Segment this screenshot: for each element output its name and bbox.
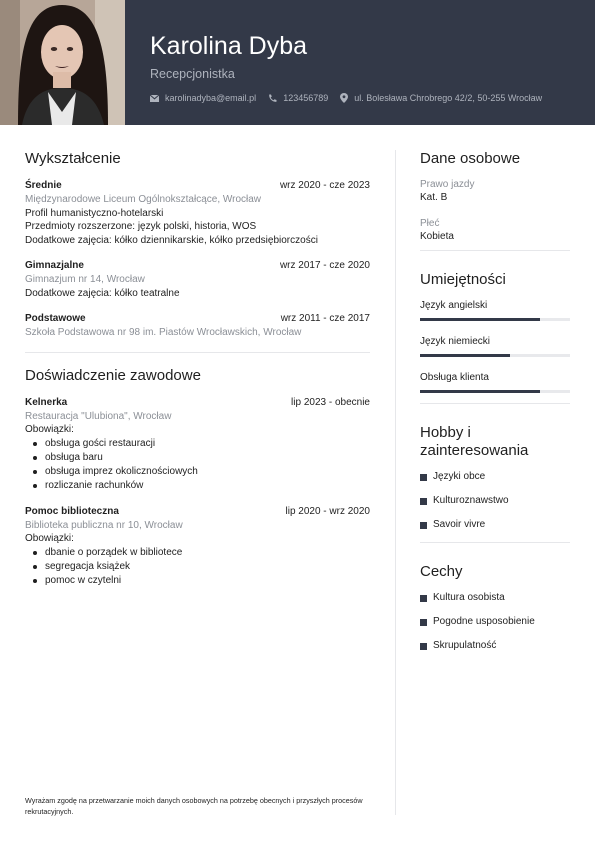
hobby-item xyxy=(420,470,570,484)
duties-label: Obowiązki: xyxy=(25,533,74,544)
education-dates: wrz 2011 - cze 2017 xyxy=(280,313,370,324)
profile-photo xyxy=(0,0,125,125)
job-position: Pomoc biblioteczna xyxy=(25,505,119,517)
square-bullet-icon xyxy=(420,595,427,602)
job-dates: lip 2023 - obecnie xyxy=(291,396,370,408)
section-divider xyxy=(420,403,570,404)
skills-heading: Umiejętności xyxy=(420,271,506,288)
section-divider xyxy=(420,250,570,251)
hobby-text: Języki obce xyxy=(433,471,486,482)
education-school: Międzynarodowe Liceum Ogólnokształcące, Wrocław xyxy=(25,194,262,205)
skill-bar xyxy=(420,318,570,321)
candidate-name: Karolina Dyba xyxy=(150,32,308,60)
hobby-text: Savoir vivre xyxy=(433,519,486,530)
skill-bar xyxy=(420,390,570,393)
personal-heading: Dane osobowe xyxy=(420,150,521,167)
map-pin-icon xyxy=(340,93,348,103)
traits-heading: Cechy xyxy=(420,563,463,580)
skill-bar-fill xyxy=(420,318,540,321)
skill-bar xyxy=(420,354,570,357)
education-entry xyxy=(25,312,370,340)
education-dates: wrz 2017 - cze 2020 xyxy=(279,260,370,271)
hobby-item xyxy=(420,518,570,532)
education-level: Gimnazjalne xyxy=(25,260,84,271)
contact-phone[interactable] xyxy=(268,93,328,103)
trait-text: Kultura osobista xyxy=(433,592,505,603)
education-dates: wrz 2020 - cze 2023 xyxy=(279,180,370,191)
trait-item xyxy=(420,639,570,653)
skill-bar-fill xyxy=(420,354,510,357)
trait-item xyxy=(420,591,570,605)
contact-email[interactable] xyxy=(150,93,256,103)
education-heading: Wykształcenie xyxy=(25,150,121,167)
phone-icon xyxy=(268,94,277,103)
job-company: Restauracja "Ulubiona", Wrocław xyxy=(25,410,172,422)
square-bullet-icon xyxy=(420,643,427,650)
duty-item: obsługa baru xyxy=(45,451,370,465)
skill-name: Język niemiecki xyxy=(420,336,491,347)
experience-entry xyxy=(25,396,370,493)
section-divider xyxy=(25,352,370,353)
trait-text: Pogodne usposobienie xyxy=(433,616,535,627)
left-column xyxy=(25,150,370,600)
education-entry xyxy=(25,179,370,247)
duty-item: obsługa imprez okolicznościowych xyxy=(45,465,370,479)
header-band xyxy=(0,0,595,125)
address-text: ul. Bolesława Chrobrego 42/2, 50-255 Wrocław xyxy=(354,93,543,103)
duty-item: dbanie o porządek w bibliotece xyxy=(45,546,370,560)
square-bullet-icon xyxy=(420,498,427,505)
job-dates: lip 2020 - wrz 2020 xyxy=(285,505,370,517)
duties-list xyxy=(25,437,370,493)
phone-text: 123456789 xyxy=(283,93,329,103)
duty-item: pomoc w czytelni xyxy=(45,574,370,588)
contact-row xyxy=(150,93,554,103)
license-value: Kat. B xyxy=(420,192,448,203)
section-divider xyxy=(420,542,570,543)
job-company: Biblioteka publiczna nr 10, Wrocław xyxy=(25,519,183,531)
skill-item xyxy=(420,371,570,393)
duty-item: segregacja książek xyxy=(45,560,370,574)
gender-label: Płeć xyxy=(420,218,440,229)
duty-item: rozliczanie rachunków xyxy=(45,479,370,493)
education-school: Szkoła Podstawowa nr 98 im. Piastów Wrocławskich, Wrocław xyxy=(25,327,302,338)
education-school: Gimnazjum nr 14, Wrocław xyxy=(25,274,145,285)
education-entry xyxy=(25,259,370,300)
square-bullet-icon xyxy=(420,522,427,529)
education-level: Średnie xyxy=(25,180,62,191)
trait-text: Skrupulatność xyxy=(433,640,497,651)
trait-item xyxy=(420,615,570,629)
hobbies-heading xyxy=(420,424,570,460)
education-detail: Dodatkowe zajęcia: kółko teatralne xyxy=(25,287,180,299)
skill-name: Obsługa klienta xyxy=(420,372,489,383)
hobbies-heading-line: Hobby i xyxy=(420,424,471,441)
email-text: karolinadyba@email.pl xyxy=(165,93,257,103)
gdpr-consent: Wyrażam zgodę na przetwarzanie moich danych osobowych na potrzebę obecnych i przyszłych procesów rekrutacyjnych. xyxy=(25,796,363,816)
license-label: Prawo jazdy xyxy=(420,179,475,190)
skill-name: Język angielski xyxy=(420,300,488,311)
envelope-icon xyxy=(150,95,159,102)
candidate-role: Recepcjonistka xyxy=(150,67,235,81)
column-divider xyxy=(395,150,396,815)
duties-label: Obowiązki: xyxy=(25,424,74,435)
gender-value: Kobieta xyxy=(420,231,454,242)
hobbies-heading-line: zainteresowania xyxy=(420,442,529,459)
education-detail: Profil humanistyczno-hotelarski xyxy=(25,207,164,219)
square-bullet-icon xyxy=(420,474,427,481)
hobby-text: Kulturoznawstwo xyxy=(433,495,509,506)
right-column xyxy=(420,150,570,663)
duties-list xyxy=(25,546,370,588)
skill-item xyxy=(420,335,570,357)
duty-item: obsługa gości restauracji xyxy=(45,437,370,451)
contact-address xyxy=(340,93,542,103)
skill-item xyxy=(420,299,570,321)
experience-heading: Doświadczenie zawodowe xyxy=(25,366,201,384)
education-level: Podstawowe xyxy=(25,313,86,324)
education-detail: Dodatkowe zajęcia: kółko dziennikarskie, kółko przedsiębiorczości xyxy=(25,234,318,246)
education-detail: Przedmioty rozszerzone: język polski, historia, WOS xyxy=(25,221,257,232)
skill-bar-fill xyxy=(420,390,540,393)
square-bullet-icon xyxy=(420,619,427,626)
experience-entry xyxy=(25,505,370,588)
job-position: Kelnerka xyxy=(25,396,68,408)
hobby-item xyxy=(420,494,570,508)
